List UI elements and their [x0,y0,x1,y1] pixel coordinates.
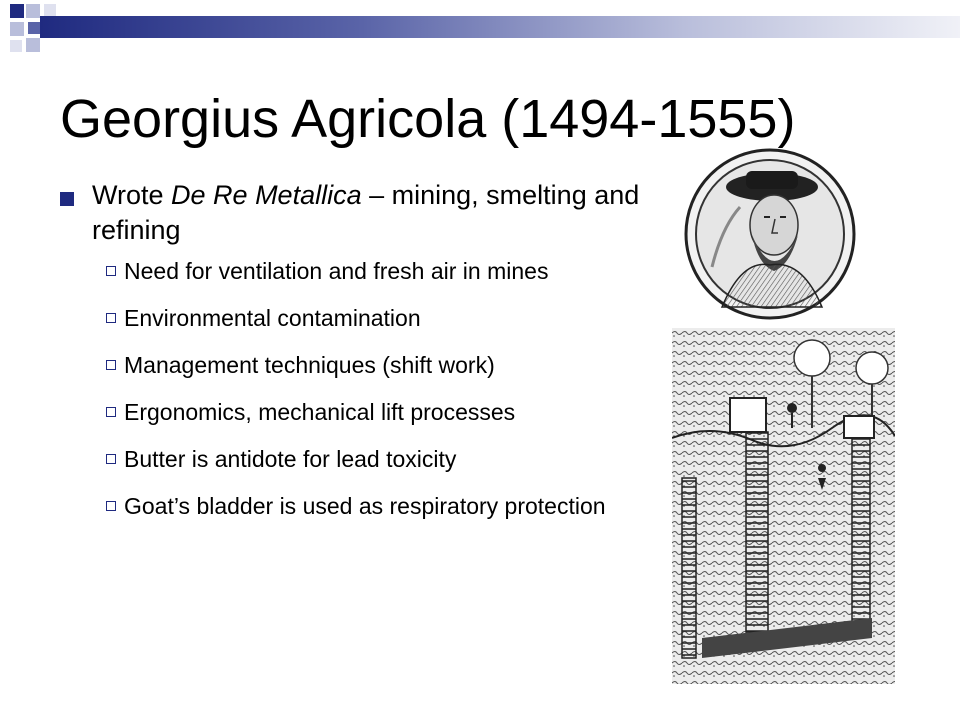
deco-square [26,4,40,18]
sub-bullet-text: Environmental contamination [124,305,421,331]
header-decoration [0,0,960,60]
deco-square [26,38,40,52]
sub-bullet [92,256,684,286]
deco-square [10,22,24,36]
sub-bullet-text: Ergonomics, mechanical lift processes [124,399,516,425]
hollow-square-bullet-icon [106,501,116,511]
main-bullet-prefix: Wrote [92,180,172,210]
bullet-list [60,178,660,538]
sub-bullet [92,444,684,474]
sub-bullet-text: Butter is antidote for lead toxicity [124,446,457,472]
deco-square [10,40,22,52]
hollow-square-bullet-icon [106,454,116,464]
sub-bullet [92,491,684,521]
main-bullet-suffix: – mining, smelting and refining [92,180,640,245]
sub-bullet-text: Management techniques (shift work) [124,352,495,378]
square-bullet-icon [60,192,74,206]
header-bar [40,16,960,38]
hollow-square-bullet-icon [106,360,116,370]
deco-square [10,4,24,18]
sub-bullet-list [92,256,660,521]
slide-title: Georgius Agricola (1494-1555) [60,89,796,149]
book-title: De Re Metallica [171,180,362,210]
portrait-image [682,147,858,322]
sub-bullet-text: Need for ventilation and fresh air in mines [124,258,549,284]
sub-bullet [92,350,684,380]
main-bullet [60,178,660,521]
mine-woodcut-image [672,328,895,684]
hollow-square-bullet-icon [106,313,116,323]
sub-bullet [92,303,684,333]
hollow-square-bullet-icon [106,407,116,417]
hollow-square-bullet-icon [106,266,116,276]
deco-square [44,4,56,16]
deco-square [28,22,40,34]
sub-bullet [92,397,684,427]
sub-bullet-text: Goat’s bladder is used as respiratory protection [124,493,606,519]
